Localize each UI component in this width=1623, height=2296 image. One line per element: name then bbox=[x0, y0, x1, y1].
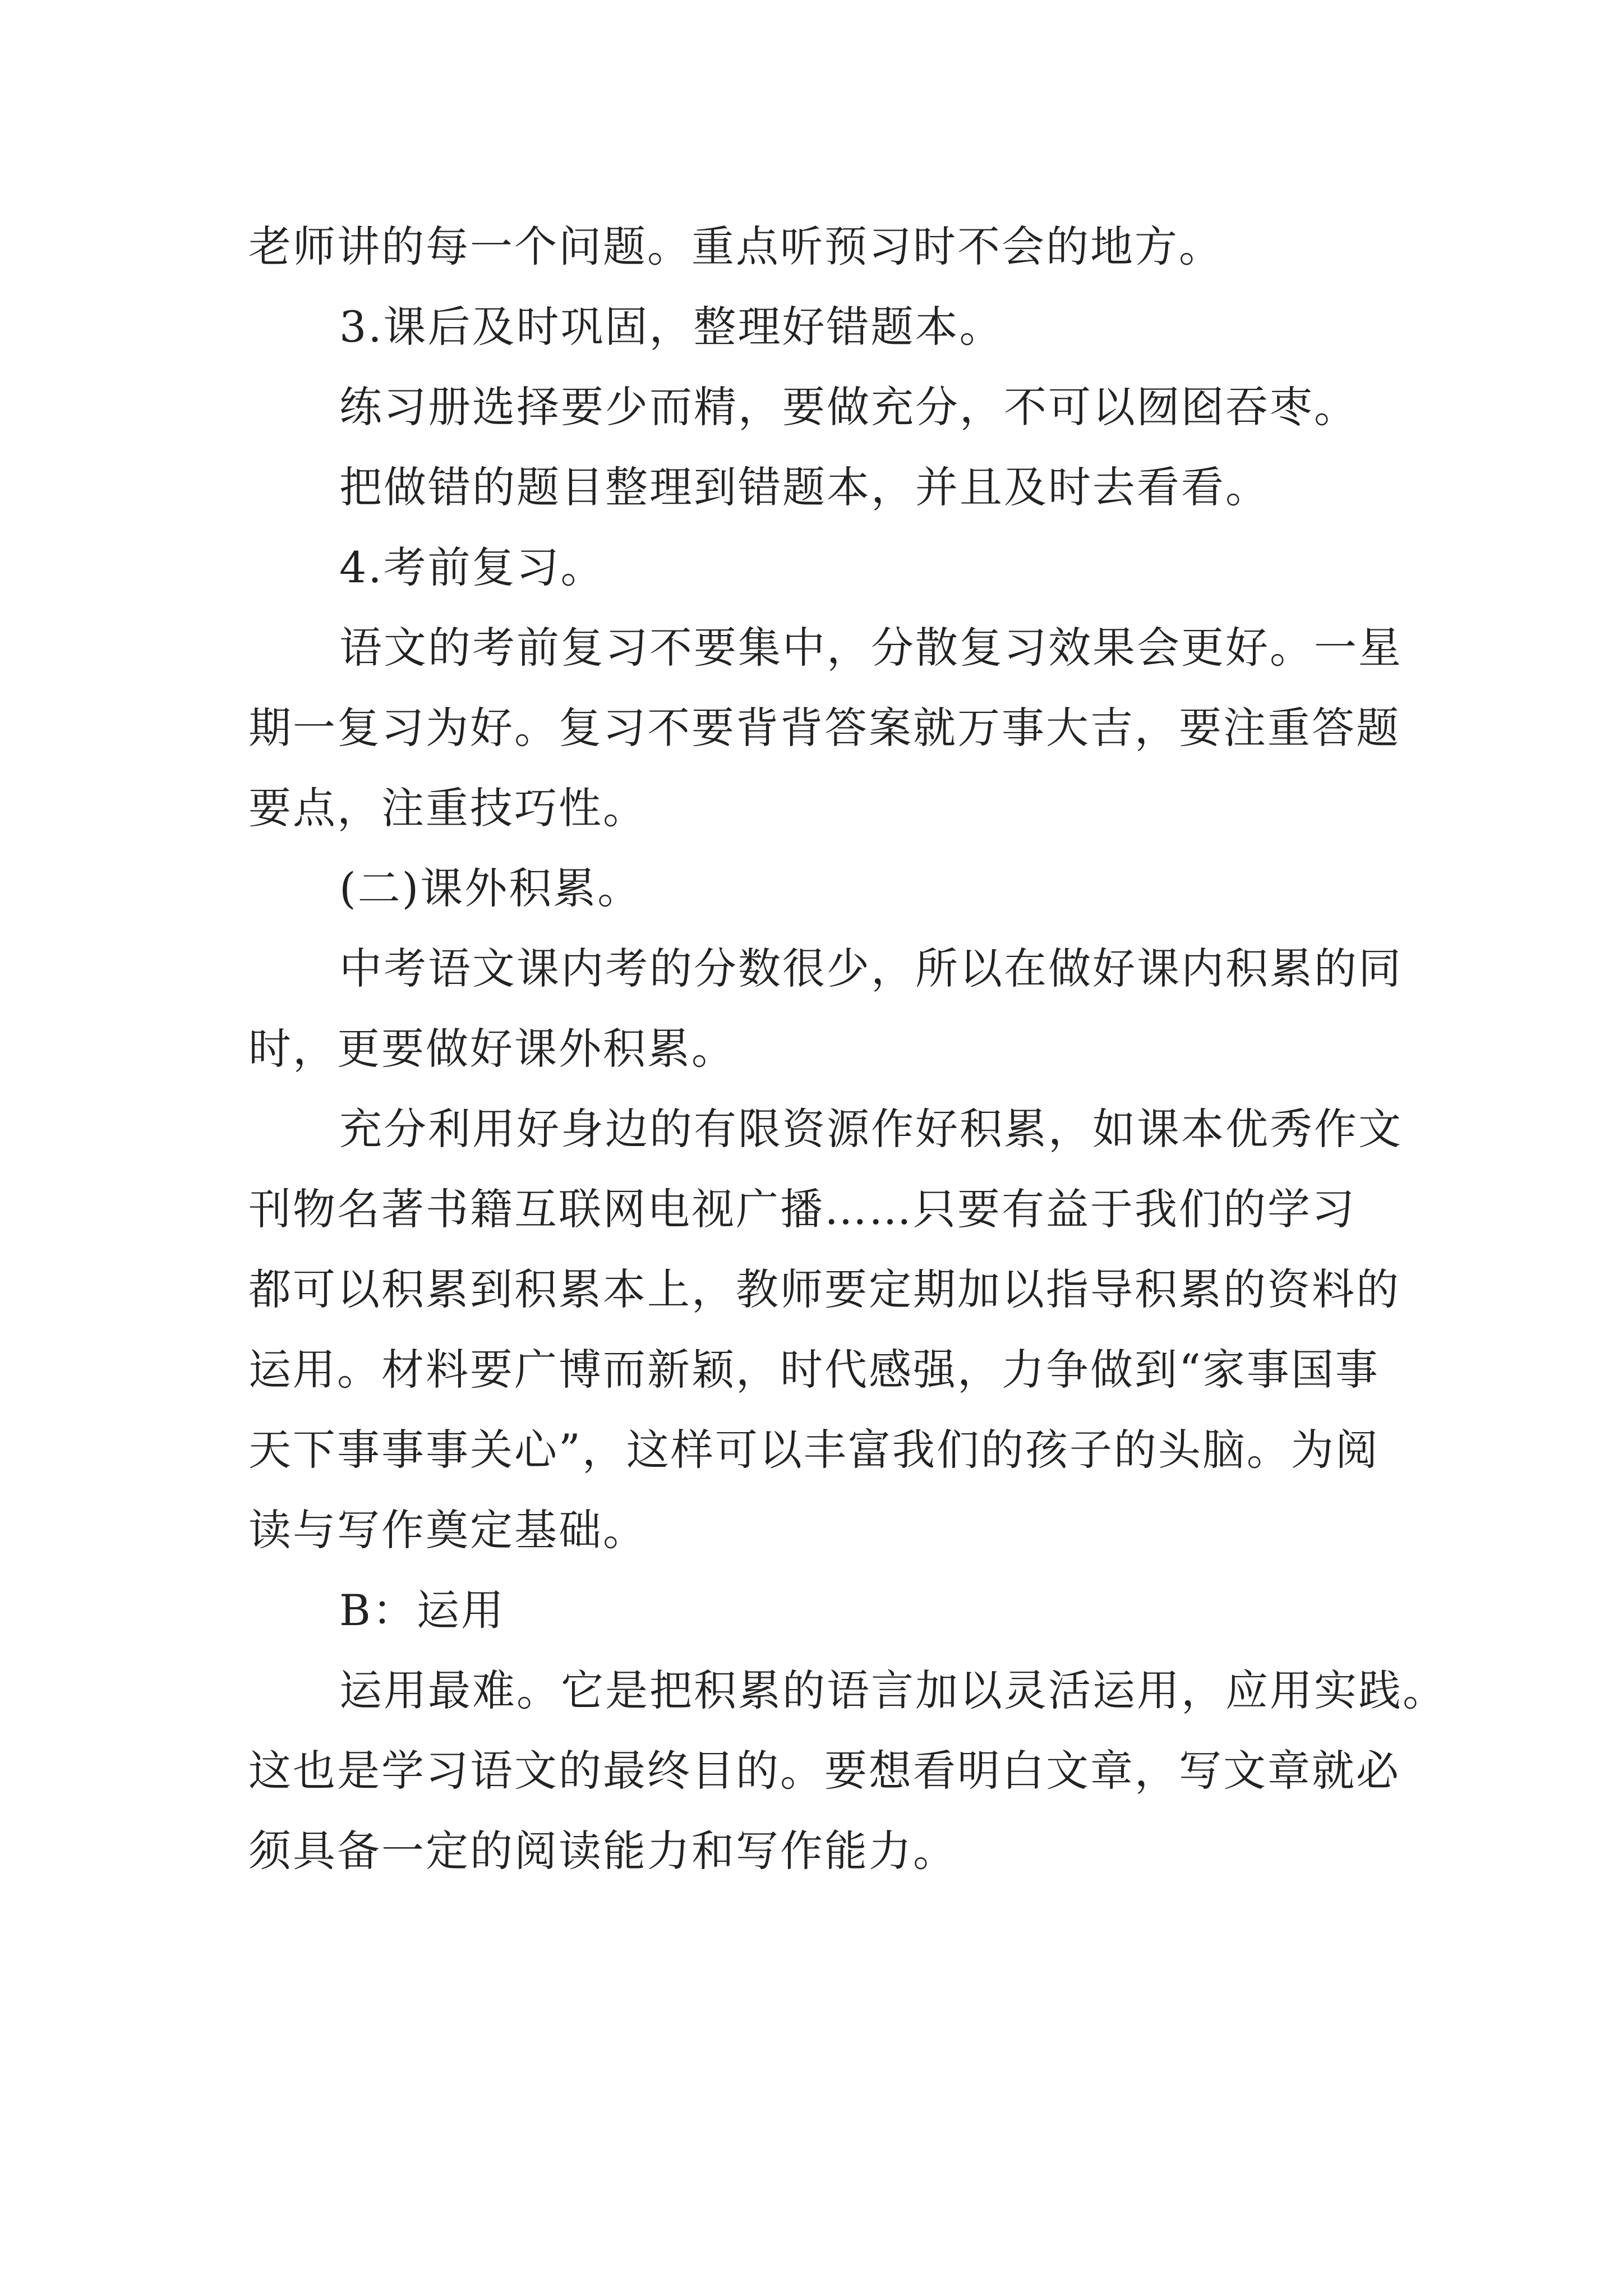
text-line: 都可以积累到积累本上，教师要定期加以指导积累的资料的 bbox=[248, 1264, 1400, 1314]
text-line: 天下事事事关心”，这样可以丰富我们的孩子的头脑。为阅 bbox=[248, 1425, 1380, 1475]
text-line: 3.课后及时巩固，整理好错题本。 bbox=[339, 302, 1004, 352]
text-line: 刊物名著书籍互联网电视广播……只要有益于我们的学习 bbox=[248, 1184, 1356, 1234]
document-body bbox=[248, 206, 1447, 1891]
text-line: (二)课外积累。 bbox=[339, 863, 642, 913]
text-line: 运用最难。它是把积累的语言加以灵活运用，应用实践。 bbox=[339, 1665, 1447, 1715]
text-line: 练习册选择要少而精，要做充分，不可以囫囵吞枣。 bbox=[339, 382, 1358, 432]
text-line: 充分利用好身边的有限资源作好积累，如课本优秀作文 bbox=[339, 1104, 1403, 1154]
text-line: 期一复习为好。复习不要背背答案就万事大吉，要注重答题 bbox=[248, 703, 1400, 753]
text-line: 老师讲的每一个问题。重点听预习时不会的地方。 bbox=[248, 222, 1223, 272]
text-line: 这也是学习语文的最终目的。要想看明白文章，写文章就必 bbox=[248, 1746, 1400, 1796]
text-line: 要点，注重技巧性。 bbox=[248, 783, 647, 833]
text-line: 中考语文课内考的分数很少，所以在做好课内积累的同 bbox=[339, 944, 1403, 993]
text-line: 读与写作奠定基础。 bbox=[248, 1505, 647, 1555]
text-line: 4.考前复习。 bbox=[339, 542, 605, 592]
text-line: 语文的考前复习不要集中，分散复习效果会更好。一星 bbox=[339, 623, 1403, 673]
text-line: B：运用 bbox=[339, 1585, 505, 1635]
text-line: 须具备一定的阅读能力和写作能力。 bbox=[248, 1826, 957, 1876]
text-line: 时，更要做好课外积累。 bbox=[248, 1024, 736, 1074]
text-line: 运用。材料要广博而新颖，时代感强，力争做到“家事国事 bbox=[248, 1345, 1380, 1395]
text-line: 把做错的题目整理到错题本，并且及时去看看。 bbox=[339, 462, 1270, 512]
